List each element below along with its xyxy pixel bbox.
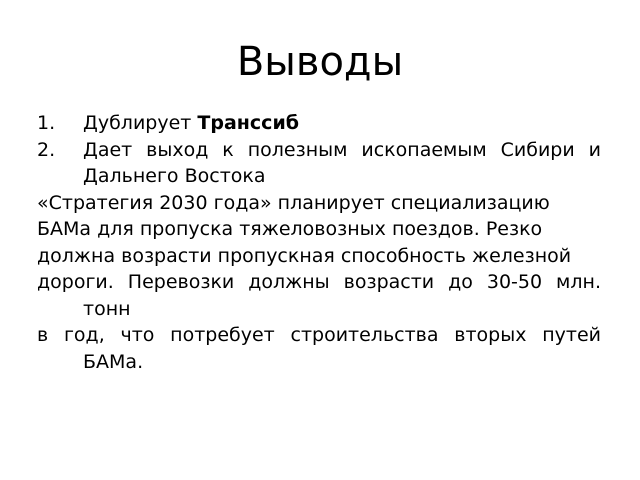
slide-body <box>37 110 601 375</box>
paragraph-line: «Стратегия 2030 года» планирует специализацию <box>37 191 550 214</box>
paragraph-line: дороги. Перевозки должны возрасти до 30-50 млн. тонн <box>37 271 601 320</box>
paragraph-line: в год, что потребует строительства вторых путей БАМа. <box>37 324 601 373</box>
paragraph-line: должна возрасти пропускная способность железной <box>37 244 572 267</box>
list-item-number: 1. <box>37 112 56 134</box>
list-item-number: 2. <box>37 138 56 161</box>
list-item-text: Дает выход к полезным ископаемым Сибири и Дальнего Востока <box>83 138 601 187</box>
paragraph-line: БАМа для пропуска тяжеловозных поездов. Резко <box>37 218 543 240</box>
slide-title: Выводы <box>236 39 404 85</box>
list-item <box>37 110 601 137</box>
list-item-text: Дублирует <box>83 112 198 134</box>
list-item-bold-text: Транссиб <box>197 112 300 134</box>
list-item <box>37 137 601 190</box>
